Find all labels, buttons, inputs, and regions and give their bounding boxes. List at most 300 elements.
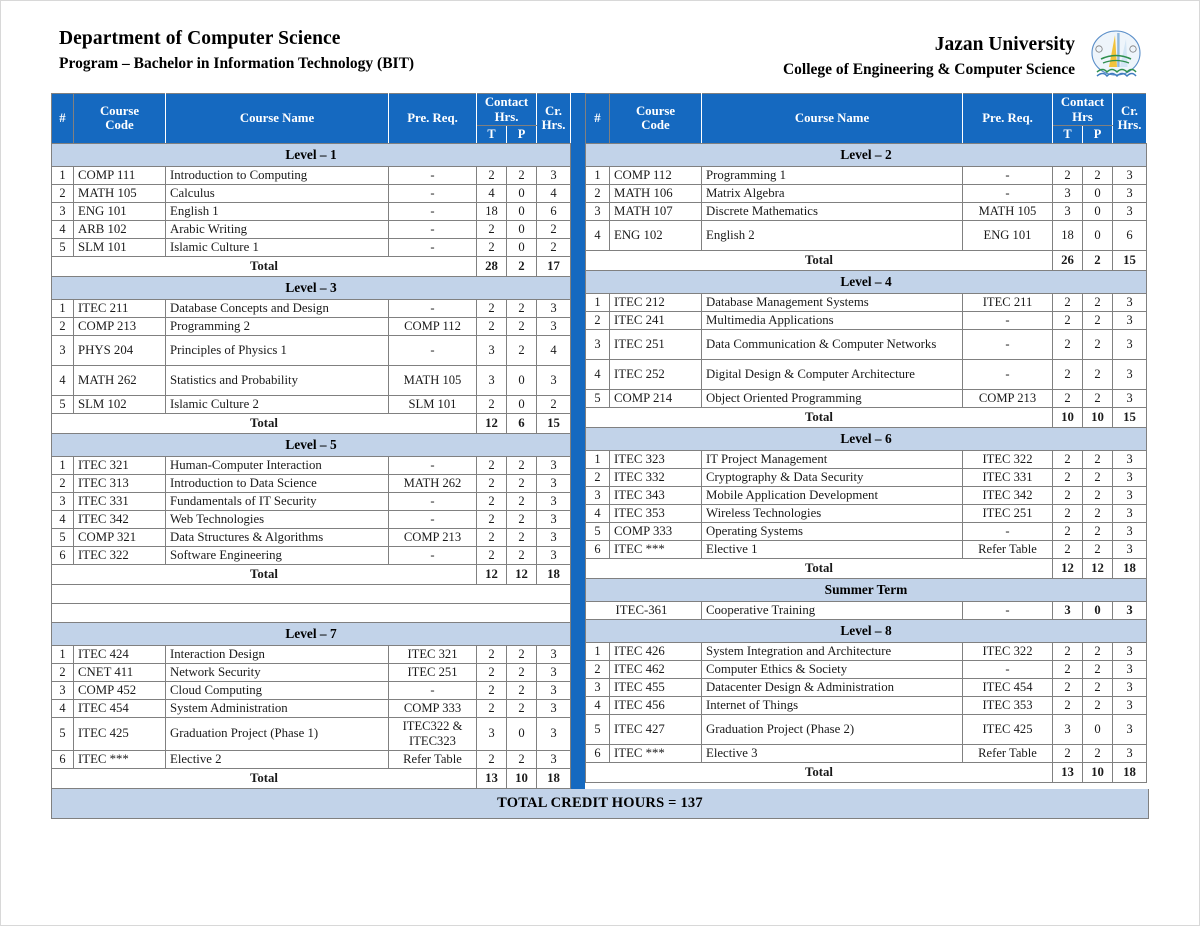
contact-hrs-practical: 2 bbox=[506, 681, 536, 699]
course-code: ITEC 313 bbox=[74, 474, 166, 492]
course-code: ITEC 456 bbox=[610, 696, 702, 714]
row-number: 6 bbox=[52, 546, 74, 564]
credit-hrs: 3 bbox=[537, 456, 571, 474]
course-row bbox=[52, 645, 571, 663]
contact-hrs-theory: 2 bbox=[1052, 389, 1082, 407]
level-total-row bbox=[586, 762, 1147, 782]
course-row bbox=[586, 293, 1147, 311]
contact-hrs-practical: 2 bbox=[506, 492, 536, 510]
contact-hrs-practical: 0 bbox=[1082, 184, 1112, 202]
contact-hrs-practical: 0 bbox=[1082, 714, 1112, 744]
credit-hrs: 6 bbox=[1113, 220, 1147, 250]
course-name: Islamic Culture 1 bbox=[166, 238, 389, 256]
credit-hrs: 3 bbox=[537, 365, 571, 395]
credit-hrs: 3 bbox=[537, 645, 571, 663]
course-prereq: ITEC 331 bbox=[962, 468, 1052, 486]
credit-hrs: 3 bbox=[1113, 202, 1147, 220]
row-number: 3 bbox=[586, 678, 610, 696]
contact-hrs-practical: 2 bbox=[1082, 166, 1112, 184]
col-header-course-code: Course Code bbox=[610, 94, 702, 144]
course-name: Introduction to Data Science bbox=[166, 474, 389, 492]
total-theory: 13 bbox=[1052, 762, 1082, 782]
total-credits: 17 bbox=[537, 256, 571, 276]
course-name: English 2 bbox=[702, 220, 963, 250]
course-code: CNET 411 bbox=[74, 663, 166, 681]
course-prereq: - bbox=[388, 220, 476, 238]
course-row bbox=[586, 166, 1147, 184]
course-code: ITEC 321 bbox=[74, 456, 166, 474]
credit-hrs: 3 bbox=[1113, 601, 1147, 619]
col-header-number: # bbox=[586, 94, 610, 144]
contact-hrs-theory: 2 bbox=[476, 663, 506, 681]
col-header-t: T bbox=[476, 126, 506, 143]
level-title: Level – 1 bbox=[52, 143, 571, 166]
level-total-row bbox=[586, 250, 1147, 270]
total-theory: 12 bbox=[1052, 558, 1082, 578]
total-label: Total bbox=[52, 256, 477, 276]
course-name: Cooperative Training bbox=[702, 601, 963, 619]
contact-hrs-practical: 0 bbox=[1082, 202, 1112, 220]
course-row bbox=[586, 660, 1147, 678]
document-header bbox=[1, 1, 1199, 93]
course-code: ITEC *** bbox=[74, 750, 166, 768]
contact-hrs-theory: 2 bbox=[1052, 660, 1082, 678]
total-credits: 18 bbox=[537, 564, 571, 584]
course-prereq: - bbox=[388, 546, 476, 564]
course-code: ITEC 212 bbox=[610, 293, 702, 311]
contact-hrs-practical: 2 bbox=[506, 663, 536, 681]
course-prereq: ITEC 211 bbox=[962, 293, 1052, 311]
contact-hrs-practical: 2 bbox=[1082, 450, 1112, 468]
course-prereq: ITEC 353 bbox=[962, 696, 1052, 714]
contact-hrs-practical: 2 bbox=[506, 750, 536, 768]
course-row bbox=[52, 699, 571, 717]
total-theory: 13 bbox=[476, 768, 506, 788]
col-header-course-code: Course Code bbox=[74, 94, 166, 144]
credit-hrs: 3 bbox=[1113, 166, 1147, 184]
contact-hrs-theory: 2 bbox=[476, 220, 506, 238]
course-name: Calculus bbox=[166, 184, 389, 202]
contact-hrs-theory: 18 bbox=[1052, 220, 1082, 250]
course-row bbox=[586, 389, 1147, 407]
row-number: 1 bbox=[52, 299, 74, 317]
col-header-contact-hrs: Contact Hrs bbox=[1052, 94, 1112, 126]
total-credit-hours-bar: TOTAL CREDIT HOURS = 137 bbox=[51, 789, 1149, 819]
contact-hrs-theory: 2 bbox=[476, 456, 506, 474]
college-title: College of Engineering & Computer Science bbox=[782, 60, 1075, 78]
course-prereq: - bbox=[388, 166, 476, 184]
course-name: Human-Computer Interaction bbox=[166, 456, 389, 474]
level-title: Level – 3 bbox=[52, 276, 571, 299]
course-row bbox=[52, 750, 571, 768]
contact-hrs-practical: 2 bbox=[1082, 359, 1112, 389]
row-number: 1 bbox=[52, 456, 74, 474]
course-code: ARB 102 bbox=[74, 220, 166, 238]
course-row bbox=[52, 663, 571, 681]
credit-hrs: 3 bbox=[537, 317, 571, 335]
contact-hrs-theory: 2 bbox=[1052, 450, 1082, 468]
course-row bbox=[52, 299, 571, 317]
credit-hrs: 3 bbox=[1113, 468, 1147, 486]
row-number: 6 bbox=[586, 744, 610, 762]
contact-hrs-practical: 2 bbox=[506, 166, 536, 184]
level-banner-row bbox=[586, 270, 1147, 293]
course-row bbox=[52, 395, 571, 413]
level-title: Level – 7 bbox=[52, 622, 571, 645]
column-divider bbox=[571, 93, 585, 789]
credit-hrs: 2 bbox=[537, 220, 571, 238]
contact-hrs-practical: 0 bbox=[1082, 220, 1112, 250]
course-code: MATH 107 bbox=[610, 202, 702, 220]
contact-hrs-theory: 2 bbox=[1052, 540, 1082, 558]
total-practical: 2 bbox=[1082, 250, 1112, 270]
course-row bbox=[52, 474, 571, 492]
course-code: ITEC 353 bbox=[610, 504, 702, 522]
contact-hrs-practical: 2 bbox=[506, 474, 536, 492]
credit-hrs: 3 bbox=[1113, 486, 1147, 504]
col-header-contact-hrs: Contact Hrs. bbox=[476, 94, 536, 126]
total-practical: 6 bbox=[506, 413, 536, 433]
course-row bbox=[52, 184, 571, 202]
contact-hrs-practical: 0 bbox=[506, 202, 536, 220]
right-table-column bbox=[585, 93, 1147, 789]
course-name: Cryptography & Data Security bbox=[702, 468, 963, 486]
course-prereq: ENG 101 bbox=[962, 220, 1052, 250]
contact-hrs-theory: 4 bbox=[476, 184, 506, 202]
credit-hrs: 3 bbox=[537, 510, 571, 528]
course-name: Arabic Writing bbox=[166, 220, 389, 238]
course-prereq: - bbox=[962, 522, 1052, 540]
col-header-p: P bbox=[506, 126, 536, 143]
course-name: Fundamentals of IT Security bbox=[166, 492, 389, 510]
level-banner-row bbox=[52, 622, 571, 645]
credit-hrs: 3 bbox=[537, 492, 571, 510]
contact-hrs-practical: 2 bbox=[506, 528, 536, 546]
row-number: 5 bbox=[52, 395, 74, 413]
total-theory: 26 bbox=[1052, 250, 1082, 270]
row-number: 4 bbox=[52, 365, 74, 395]
course-prereq: - bbox=[962, 311, 1052, 329]
course-prereq: COMP 112 bbox=[388, 317, 476, 335]
row-number: 5 bbox=[52, 528, 74, 546]
course-name: Discrete Mathematics bbox=[702, 202, 963, 220]
row-number: 6 bbox=[52, 750, 74, 768]
course-row bbox=[586, 450, 1147, 468]
course-prereq: MATH 262 bbox=[388, 474, 476, 492]
credit-hrs: 4 bbox=[537, 184, 571, 202]
level-title: Level – 8 bbox=[586, 619, 1147, 642]
row-number: 4 bbox=[52, 510, 74, 528]
level-banner-row bbox=[52, 276, 571, 299]
contact-hrs-theory: 3 bbox=[1052, 184, 1082, 202]
level-banner-row bbox=[586, 427, 1147, 450]
credit-hrs: 3 bbox=[537, 528, 571, 546]
total-practical: 2 bbox=[506, 256, 536, 276]
credit-hrs: 3 bbox=[537, 474, 571, 492]
contact-hrs-theory: 2 bbox=[476, 510, 506, 528]
course-code: COMP 333 bbox=[610, 522, 702, 540]
contact-hrs-theory: 2 bbox=[1052, 642, 1082, 660]
row-number: 1 bbox=[586, 642, 610, 660]
course-row bbox=[52, 456, 571, 474]
credit-hrs: 3 bbox=[1113, 504, 1147, 522]
course-name: System Integration and Architecture bbox=[702, 642, 963, 660]
course-name: Network Security bbox=[166, 663, 389, 681]
credit-hrs: 6 bbox=[537, 202, 571, 220]
course-code: SLM 101 bbox=[74, 238, 166, 256]
credit-hrs: 3 bbox=[1113, 714, 1147, 744]
course-row bbox=[586, 486, 1147, 504]
course-code: ENG 102 bbox=[610, 220, 702, 250]
contact-hrs-theory: 3 bbox=[476, 365, 506, 395]
course-code: ITEC 425 bbox=[74, 717, 166, 750]
contact-hrs-practical: 2 bbox=[1082, 468, 1112, 486]
credit-hrs: 4 bbox=[537, 335, 571, 365]
course-name: Islamic Culture 2 bbox=[166, 395, 389, 413]
total-credits: 15 bbox=[1113, 250, 1147, 270]
course-row bbox=[586, 468, 1147, 486]
course-prereq: - bbox=[388, 202, 476, 220]
course-row bbox=[586, 522, 1147, 540]
credit-hrs: 3 bbox=[537, 299, 571, 317]
contact-hrs-theory: 2 bbox=[476, 546, 506, 564]
jazan-university-logo-icon bbox=[1085, 27, 1147, 85]
course-prereq: Refer Table bbox=[962, 744, 1052, 762]
contact-hrs-theory: 2 bbox=[476, 528, 506, 546]
credit-hrs: 3 bbox=[1113, 744, 1147, 762]
course-prereq: - bbox=[388, 184, 476, 202]
contact-hrs-practical: 2 bbox=[506, 546, 536, 564]
course-row bbox=[586, 359, 1147, 389]
course-row bbox=[52, 238, 571, 256]
col-header-cr-hrs: Cr. Hrs. bbox=[537, 94, 571, 144]
course-name: Graduation Project (Phase 1) bbox=[166, 717, 389, 750]
course-prereq: - bbox=[962, 184, 1052, 202]
course-name: Mobile Application Development bbox=[702, 486, 963, 504]
course-name: Programming 1 bbox=[702, 166, 963, 184]
course-row bbox=[586, 184, 1147, 202]
course-name: IT Project Management bbox=[702, 450, 963, 468]
contact-hrs-theory: 2 bbox=[1052, 293, 1082, 311]
course-row bbox=[52, 335, 571, 365]
spacer-row bbox=[52, 584, 571, 603]
course-code: ITEC *** bbox=[610, 540, 702, 558]
course-name: Principles of Physics 1 bbox=[166, 335, 389, 365]
course-name: Datacenter Design & Administration bbox=[702, 678, 963, 696]
row-number: 4 bbox=[586, 220, 610, 250]
contact-hrs-practical: 2 bbox=[506, 699, 536, 717]
course-prereq: Refer Table bbox=[388, 750, 476, 768]
contact-hrs-practical: 2 bbox=[1082, 678, 1112, 696]
header-left bbox=[59, 27, 414, 74]
row-number: 3 bbox=[52, 492, 74, 510]
course-name: Database Concepts and Design bbox=[166, 299, 389, 317]
row-number: 5 bbox=[586, 522, 610, 540]
course-prereq: COMP 213 bbox=[388, 528, 476, 546]
level-title: Level – 2 bbox=[586, 143, 1147, 166]
header-right-text bbox=[783, 32, 1075, 79]
course-code: ITEC 426 bbox=[610, 642, 702, 660]
course-prereq: - bbox=[388, 335, 476, 365]
row-number: 3 bbox=[52, 335, 74, 365]
contact-hrs-theory: 18 bbox=[476, 202, 506, 220]
contact-hrs-practical: 2 bbox=[1082, 389, 1112, 407]
course-name: Elective 2 bbox=[166, 750, 389, 768]
total-credits: 18 bbox=[1113, 558, 1147, 578]
course-prereq: ITEC 342 bbox=[962, 486, 1052, 504]
contact-hrs-practical: 0 bbox=[506, 184, 536, 202]
course-code: COMP 213 bbox=[74, 317, 166, 335]
contact-hrs-practical: 2 bbox=[506, 456, 536, 474]
course-row bbox=[52, 166, 571, 184]
course-name: Web Technologies bbox=[166, 510, 389, 528]
total-credits: 15 bbox=[1113, 407, 1147, 427]
contact-hrs-theory: 2 bbox=[476, 750, 506, 768]
credit-hrs: 3 bbox=[1113, 696, 1147, 714]
course-row bbox=[52, 681, 571, 699]
course-row bbox=[586, 601, 1147, 619]
course-row bbox=[586, 329, 1147, 359]
course-code: COMP 111 bbox=[74, 166, 166, 184]
total-label: Total bbox=[52, 413, 477, 433]
course-prereq: - bbox=[388, 456, 476, 474]
course-prereq: MATH 105 bbox=[388, 365, 476, 395]
contact-hrs-practical: 2 bbox=[1082, 504, 1112, 522]
row-number: 3 bbox=[586, 486, 610, 504]
row-number: 4 bbox=[586, 696, 610, 714]
course-code: ITEC 241 bbox=[610, 311, 702, 329]
schedule-tables bbox=[1, 93, 1199, 789]
level-total-row bbox=[52, 413, 571, 433]
course-code: ITEC 462 bbox=[610, 660, 702, 678]
credit-hrs: 3 bbox=[1113, 389, 1147, 407]
row-number: 5 bbox=[52, 717, 74, 750]
row-number: 2 bbox=[52, 474, 74, 492]
contact-hrs-practical: 2 bbox=[1082, 329, 1112, 359]
course-row bbox=[52, 528, 571, 546]
course-code: ITEC 427 bbox=[610, 714, 702, 744]
level-title: Summer Term bbox=[586, 578, 1147, 601]
credit-hrs: 3 bbox=[1113, 660, 1147, 678]
contact-hrs-practical: 2 bbox=[1082, 311, 1112, 329]
credit-hrs: 3 bbox=[537, 681, 571, 699]
course-name: Interaction Design bbox=[166, 645, 389, 663]
university-title: Jazan University bbox=[934, 34, 1075, 56]
course-name: Object Oriented Programming bbox=[702, 389, 963, 407]
level-title: Level – 5 bbox=[52, 433, 571, 456]
total-credits: 15 bbox=[537, 413, 571, 433]
course-name: Graduation Project (Phase 2) bbox=[702, 714, 963, 744]
course-code: ITEC 323 bbox=[610, 450, 702, 468]
contact-hrs-practical: 2 bbox=[506, 299, 536, 317]
course-code: MATH 262 bbox=[74, 365, 166, 395]
course-name: Internet of Things bbox=[702, 696, 963, 714]
credit-hrs: 3 bbox=[1113, 359, 1147, 389]
course-row bbox=[586, 220, 1147, 250]
credit-hrs: 3 bbox=[537, 717, 571, 750]
course-row bbox=[52, 510, 571, 528]
level-total-row bbox=[52, 256, 571, 276]
contact-hrs-theory: 3 bbox=[1052, 714, 1082, 744]
credit-hrs: 3 bbox=[1113, 450, 1147, 468]
course-prereq: ITEC 322 bbox=[962, 450, 1052, 468]
course-row bbox=[52, 365, 571, 395]
course-code: ITEC 322 bbox=[74, 546, 166, 564]
contact-hrs-practical: 2 bbox=[506, 335, 536, 365]
course-prereq: ITEC 251 bbox=[962, 504, 1052, 522]
contact-hrs-practical: 0 bbox=[506, 365, 536, 395]
row-number: 6 bbox=[586, 540, 610, 558]
course-code: ITEC 211 bbox=[74, 299, 166, 317]
contact-hrs-theory: 2 bbox=[476, 474, 506, 492]
contact-hrs-practical: 2 bbox=[1082, 642, 1112, 660]
course-code: ITEC 454 bbox=[74, 699, 166, 717]
col-header-t: T bbox=[1052, 126, 1082, 143]
course-code: COMP 214 bbox=[610, 389, 702, 407]
total-label: Total bbox=[52, 564, 477, 584]
row-number: 1 bbox=[586, 450, 610, 468]
row-number: 2 bbox=[586, 184, 610, 202]
contact-hrs-theory: 3 bbox=[1052, 601, 1082, 619]
credit-hrs: 3 bbox=[1113, 293, 1147, 311]
level-banner-row bbox=[52, 143, 571, 166]
course-name: Cloud Computing bbox=[166, 681, 389, 699]
course-prereq: ITEC 322 bbox=[962, 642, 1052, 660]
credit-hrs: 2 bbox=[537, 238, 571, 256]
credit-hrs: 3 bbox=[537, 546, 571, 564]
course-row bbox=[586, 504, 1147, 522]
course-row bbox=[52, 220, 571, 238]
total-practical: 10 bbox=[1082, 407, 1112, 427]
course-name: Operating Systems bbox=[702, 522, 963, 540]
course-prereq: - bbox=[388, 681, 476, 699]
course-prereq: - bbox=[962, 601, 1052, 619]
row-number: 1 bbox=[586, 293, 610, 311]
course-prereq: COMP 213 bbox=[962, 389, 1052, 407]
contact-hrs-theory: 2 bbox=[476, 395, 506, 413]
contact-hrs-theory: 2 bbox=[1052, 166, 1082, 184]
contact-hrs-theory: 2 bbox=[476, 645, 506, 663]
course-name: Programming 2 bbox=[166, 317, 389, 335]
spacer-row bbox=[52, 603, 571, 622]
course-row bbox=[52, 546, 571, 564]
row-number: 2 bbox=[52, 317, 74, 335]
contact-hrs-practical: 2 bbox=[1082, 293, 1112, 311]
contact-hrs-theory: 3 bbox=[476, 335, 506, 365]
total-label: Total bbox=[586, 558, 1053, 578]
course-name: Wireless Technologies bbox=[702, 504, 963, 522]
contact-hrs-practical: 2 bbox=[506, 645, 536, 663]
col-header-cr-hrs: Cr. Hrs. bbox=[1113, 94, 1147, 144]
row-number: 3 bbox=[52, 681, 74, 699]
total-practical: 12 bbox=[506, 564, 536, 584]
contact-hrs-theory: 2 bbox=[1052, 311, 1082, 329]
col-header-p: P bbox=[1082, 126, 1112, 143]
course-code: ITEC 424 bbox=[74, 645, 166, 663]
level-total-row bbox=[586, 407, 1147, 427]
level-total-row bbox=[52, 564, 571, 584]
course-name: English 1 bbox=[166, 202, 389, 220]
contact-hrs-practical: 2 bbox=[506, 317, 536, 335]
row-number: 2 bbox=[586, 468, 610, 486]
total-theory: 28 bbox=[476, 256, 506, 276]
row-number: 2 bbox=[52, 663, 74, 681]
total-label: Total bbox=[586, 250, 1053, 270]
contact-hrs-practical: 0 bbox=[1082, 601, 1112, 619]
row-number: 2 bbox=[586, 311, 610, 329]
course-name: System Administration bbox=[166, 699, 389, 717]
course-row bbox=[586, 202, 1147, 220]
